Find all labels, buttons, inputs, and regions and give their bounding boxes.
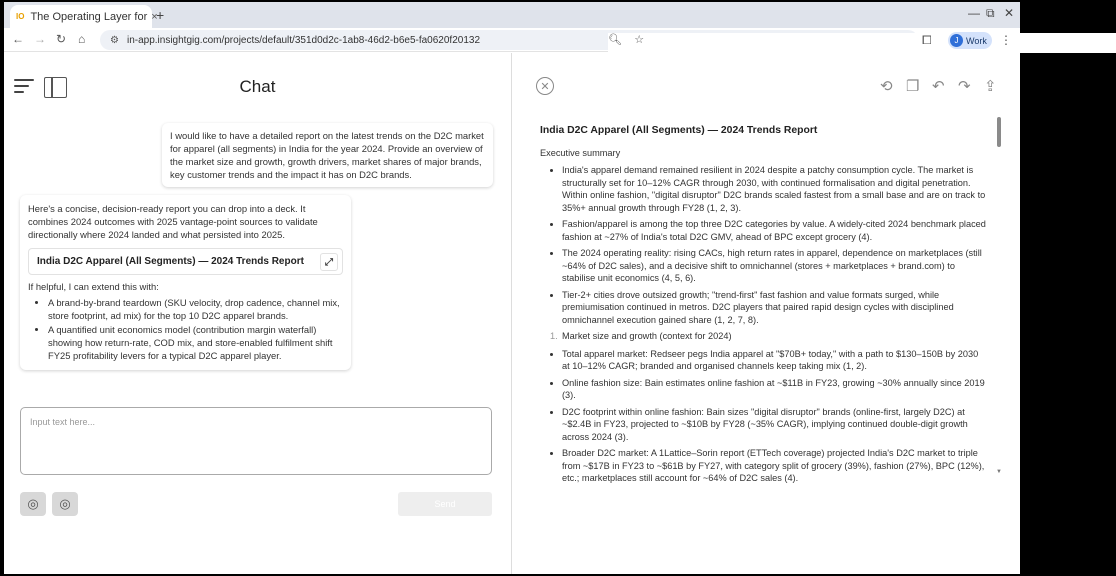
avatar: J <box>950 34 963 47</box>
list-item: • Online fashion size: Bain estimates online fashion at ~$11B in FY23, growing ~30% annually since 2019 (3). <box>562 377 988 402</box>
back-icon[interactable]: ← <box>12 32 24 46</box>
tab-title: The Operating Layer for <box>30 10 148 23</box>
assistant-intro: Here's a concise, decision-ready report you can drop into a deck. It combines 2024 outcomes with 2025 vantage-point sources to validate directionally where 2024 landed and what persisted into 2025. <box>28 203 318 240</box>
report-card-title: India D2C Apparel (All Segments) — 2024 Trends Report <box>37 256 304 267</box>
home-icon[interactable]: ⌂ <box>78 32 86 46</box>
scrollbar-thumb[interactable] <box>997 117 1001 147</box>
new-tab-icon[interactable]: + <box>156 7 165 23</box>
list-item: • Fashion/apparel is among the top three D2C categories by value. A widely-cited 2024 benchmark placed fashion at ~27% of India's total D2C GMV, ahead of BPC except grocery (4). <box>562 218 988 243</box>
report-panel <box>512 53 1020 574</box>
browser-menu-icon[interactable]: ⋮ <box>1000 33 1012 47</box>
voice-icon[interactable]: ◎ <box>52 492 78 516</box>
profile-chip[interactable] <box>948 32 992 49</box>
reload-icon[interactable]: ↻ <box>56 32 67 46</box>
list-item: • A brand-by-brand teardown (SKU velocity, drop cadence, channel mix, store footprint, ad mix) for the top 10 D2C apparel brands. <box>48 296 343 322</box>
scroll-down-icon[interactable]: ▼ <box>996 469 1002 475</box>
tab-close-icon[interactable]: × <box>151 10 158 23</box>
browser-window <box>4 2 1020 574</box>
list-item: • India's apparel demand remained resilient in 2024 despite a patchy consumption cycle. The market is structurally set for 10–12% CAGR through 2030, with continued formalisation and digital penetration. Within online fashion, "digital disruptor" D2C brands scaled fastest from a small base and are on track to 35%+ annual growth through FY28 (1, 2, 3). <box>562 164 988 214</box>
section-heading: Market size and growth (context for 2024) <box>562 331 732 341</box>
site-favicon-icon: IO <box>16 12 25 21</box>
list-item: • A quantified unit economics model (contribution margin waterfall) showing how return-rate, COD mix, and store-enabled fulfilment shift FY25 profitability levers for a typical D2C apparel player. <box>48 323 343 362</box>
copy-icon[interactable]: ❐ <box>906 78 920 95</box>
assistant-message <box>20 195 351 370</box>
redo-icon[interactable]: ↷ <box>958 78 971 95</box>
app-content <box>4 53 1020 574</box>
report-title: India D2C Apparel (All Segments) — 2024 Trends Report <box>540 125 818 136</box>
list-item: • Broader D2C market: A 1Lattice–Sorin report (ETTech coverage) projected India's D2C market to triple from ~$17B in FY23 to ~$61B by FY27, with category split of grocery (39%), fashion (27%), BPC (12%), etc.; marketplaces still account for ~64% of D2C sales (4). <box>562 447 988 485</box>
forward-icon[interactable]: → <box>34 32 46 46</box>
chat-input[interactable]: Input text here... <box>20 407 492 475</box>
section-heading: Executive summary <box>540 147 621 158</box>
followup-options <box>28 296 343 362</box>
history-icon[interactable]: ⟲ <box>880 78 893 95</box>
extensions-icon[interactable]: ⧠ <box>922 33 932 47</box>
numbered-section <box>550 330 988 343</box>
user-message: I would like to have a detailed report on the latest trends on the D2C market for apparel (all segments) in India for the year 2024. Provide an overview of the market size and growth, growth drivers, market shares of major brands, key customer trends and the impact it has on D2C brands. <box>162 123 493 187</box>
report-document <box>540 121 988 483</box>
expand-icon[interactable]: ⤢ <box>320 253 338 271</box>
share-icon[interactable]: ⇪ <box>984 78 997 95</box>
report-card[interactable] <box>28 248 343 275</box>
list-item: • D2C footprint within online fashion: Bain sizes "digital disruptor" brands (online-first, largely D2C) at ~$2.4B in FY23, projected to ~$10B by FY28 (~35% CAGR), implying continued double-digit growth across 2024 (3). <box>562 406 988 444</box>
bookmark-star-icon[interactable]: ☆ <box>634 34 645 46</box>
page-title: Chat <box>239 77 276 96</box>
send-button[interactable]: Send <box>398 492 492 516</box>
browser-tab[interactable] <box>10 5 158 28</box>
window-close-icon[interactable]: ✕ <box>1004 6 1015 20</box>
list-item: • Total apparel market: Redseer pegs India apparel at "$70B+ today," with a path to $130–150B by 2030 at 10–12% CAGR; branded and organised channels keep taking mix (1, 2). <box>562 348 988 373</box>
undo-icon[interactable]: ↶ <box>932 78 945 95</box>
assistant-followup: If helpful, I can extend this with: <box>28 281 159 292</box>
browser-toolbar <box>4 28 1020 52</box>
url-text: in-app.insightgig.com/projects/default/351d0d2c-1ab8-46d2-b6e5-fa0620f20132 <box>126 34 481 46</box>
list-item: • Tier-2+ cities drove outsized growth; "trend-first" fast fashion and value formats surged, while premiumisation continued in metros. D2C players that paired rapid design cycles with disciplined omnichannel execution gained share (1, 2, 7, 8). <box>562 289 988 327</box>
attach-icon[interactable]: ◎ <box>20 492 46 516</box>
zoom-icon[interactable]: 🔍︎ <box>608 34 622 46</box>
list-item: • The 2024 operating reality: rising CACs, high return rates in apparel, dependence on marketplaces (still ~64% of D2C sales), and a decisive shift to omnichannel (stores + marketplaces + brand.com) to stabilise unit economics (4, 5, 6). <box>562 247 988 285</box>
omnibox-actions <box>608 33 1116 53</box>
site-info-icon[interactable]: ⚙ <box>110 34 119 46</box>
minimize-icon[interactable]: — <box>968 6 980 20</box>
address-bar[interactable] <box>100 30 918 50</box>
profile-label: Work <box>966 35 987 46</box>
close-icon[interactable]: ✕ <box>536 77 554 95</box>
tab-bar <box>4 2 1020 28</box>
market-size-list <box>540 348 988 485</box>
restore-icon[interactable]: ⧉ <box>986 6 995 20</box>
chat-panel <box>4 53 511 574</box>
executive-summary-list <box>540 164 988 326</box>
section-number: 1. <box>550 331 558 341</box>
